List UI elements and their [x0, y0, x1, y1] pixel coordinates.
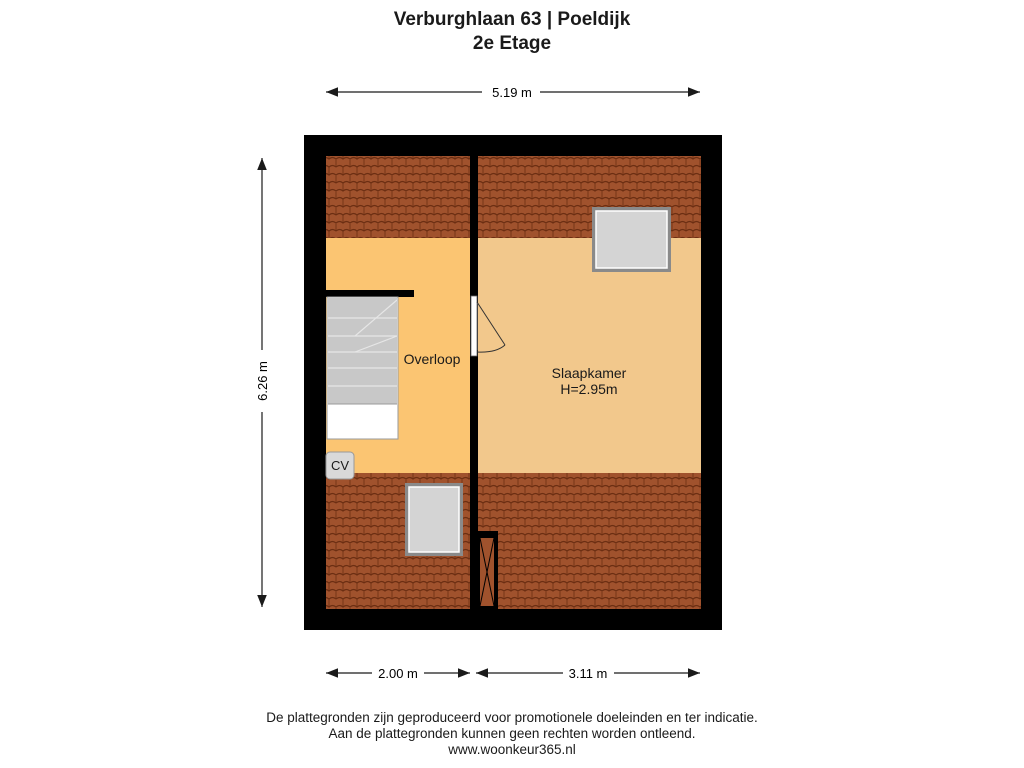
bottom-right-dimension-label: 3.11 m — [568, 666, 608, 681]
shaft — [476, 531, 498, 609]
left-dimension — [255, 158, 270, 607]
boiler — [326, 452, 354, 479]
top-dimension-label: 5.19 m — [492, 85, 532, 100]
plan-title: Verburghlaan 63 | Poeldijk — [393, 9, 631, 30]
bedroom-label: Slaapkamer — [551, 365, 627, 381]
staircase — [327, 297, 398, 439]
stair-wall — [326, 290, 414, 297]
roof-tiles-top-left — [326, 156, 470, 238]
disclaimer-line-2: Aan de plattegronden kunnen geen rechten worden ontleend. — [328, 726, 696, 741]
bottom-left-dimension — [326, 666, 470, 681]
bottom-right-dimension — [476, 666, 700, 681]
bedroom-floor — [478, 238, 701, 473]
left-dimension-label: 6.26 m — [255, 361, 270, 401]
bedroom-height-label: H=2.95m — [560, 381, 618, 397]
floor-label: 2e Etage — [472, 33, 552, 54]
bottom-left-dimension-label: 2.00 m — [378, 666, 418, 681]
landing-label: Overloop — [403, 351, 461, 367]
boiler-label: CV — [330, 458, 350, 473]
top-dimension — [326, 85, 700, 100]
disclaimer-line-1: De plattegronden zijn geproduceerd voor promotionele doeleinden en ter indicatie. — [266, 710, 758, 725]
roof-tiles-bottom-right — [478, 473, 701, 609]
skylight-bedroom — [592, 207, 671, 272]
website-link[interactable]: www.woonkeur365.nl — [448, 742, 576, 757]
skylight-landing — [405, 483, 463, 556]
